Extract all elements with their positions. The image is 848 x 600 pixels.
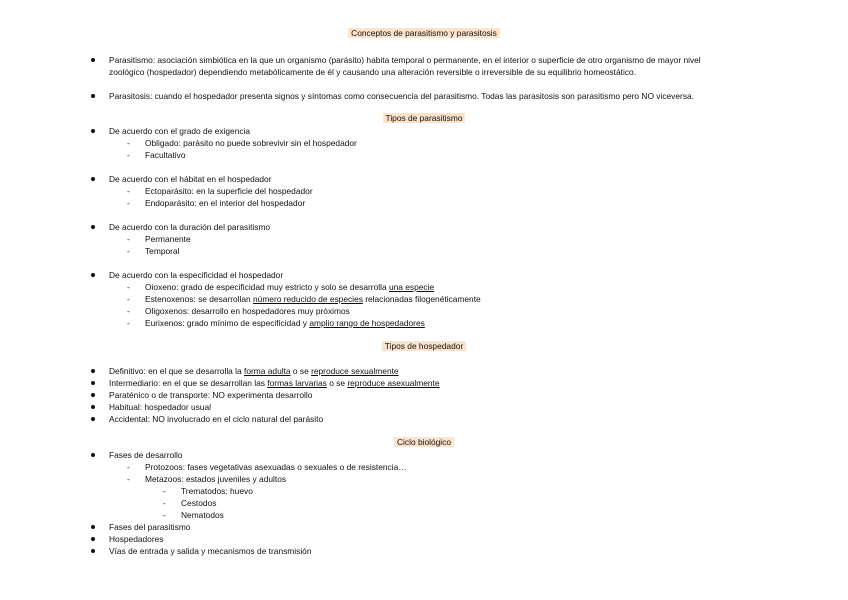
especificidad-label: De acuerdo con la especificidad el hospedador: [109, 270, 284, 280]
dash: -: [127, 234, 130, 244]
dash: -: [163, 486, 166, 496]
dash: -: [127, 474, 130, 484]
dash: -: [127, 462, 130, 472]
bullet: [91, 381, 95, 385]
fases-desarrollo: Fases de desarrollo: [109, 450, 183, 460]
exigencia-label: De acuerdo con el grado de exigencia: [109, 126, 251, 136]
especificidad-oioxeno: Oioxeno: grado de especificidad muy estricto y solo se desarrolla una especie: [145, 282, 435, 292]
dash: -: [127, 282, 130, 292]
bullet: [91, 58, 95, 62]
bullet: [91, 393, 95, 397]
bullet: [91, 177, 95, 181]
metazoos: Metazoos: estados juveniles y adultos: [145, 474, 287, 484]
metazoos-item: Nematodos: [181, 510, 224, 520]
dash: -: [127, 294, 130, 304]
duracion-item: Temporal: [145, 246, 180, 256]
fases-parasitismo: Fases del parasitismo: [109, 522, 191, 532]
bullet: [91, 525, 95, 529]
duracion-label: De acuerdo con la duración del parasitismo: [109, 222, 271, 232]
heading-tipos-hospedador: Tipos de hospedador: [0, 341, 848, 352]
parasitosis-definition: Parasitosis: cuando el hospedador presenta signos y síntomas como consecuencia del parasitismo. Todas las parasitosis son parasitismo pero NO viceversa.: [109, 91, 694, 101]
bullet: [91, 129, 95, 133]
vias-transmision: Vías de entrada y salida y mecanismos de transmisión: [109, 546, 312, 556]
metazoos-item: Trematodos: huevo: [181, 486, 253, 496]
heading-ciclo-biologico: Ciclo biológico: [0, 437, 848, 448]
hospedador-definitivo: Definitivo: en el que se desarrolla la forma adulta o se reproduce sexualmente: [109, 366, 399, 376]
dash: -: [163, 498, 166, 508]
exigencia-item: Facultativo: [145, 150, 186, 160]
bullet: [91, 453, 95, 457]
metazoos-item: Cestodos: [181, 498, 217, 508]
bullet: [91, 405, 95, 409]
especificidad-oligoxenos: Oligoxenos: desarrollo en hospedadores muy próximos: [145, 306, 350, 316]
hospedador-intermediario: Intermediario: en el que se desarrollan las formas larvarias o se reproduce asexualmente: [109, 378, 440, 388]
especificidad-estenoxenos: Estenoxenos: se desarrollan número reducido de especies relacionadas filogenéticamente: [145, 294, 481, 304]
bullet: [91, 225, 95, 229]
habitat-item: Endoparásito: en el interior del hospedador: [145, 198, 306, 208]
hospedador-paratenico: Paraténico o de transporte: NO experimenta desarrollo: [109, 390, 313, 400]
parasitismo-definition-cont: zoológico (hospedador) dependiendo metabólicamente de él y causando una alteración reversible o irreversible de su equilibrio homeostático.: [109, 67, 637, 77]
heading-tipos-parasitismo: Tipos de parasitismo: [0, 113, 848, 124]
bullet: [91, 417, 95, 421]
habitat-item: Ectoparásito: en la superficie del hospedador: [145, 186, 313, 196]
bullet: [91, 549, 95, 553]
hospedadores: Hospedadores: [109, 534, 164, 544]
document-title: Conceptos de parasitismo y parasitosis: [0, 28, 848, 39]
duracion-item: Permanente: [145, 234, 191, 244]
bullet: [91, 369, 95, 373]
hospedador-accidental: Accidental: NO involucrado en el ciclo natural del parásito: [109, 414, 324, 424]
dash: -: [127, 246, 130, 256]
dash: -: [127, 198, 130, 208]
parasitismo-definition: Parasitismo: asociación simbiótica en la que un organismo (parásito) habita temporal o permanente, en el interior o superficie de otro organismo de mayor nivel: [109, 55, 701, 65]
bullet: [91, 94, 95, 98]
especificidad-eurixenos: Eurixenos: grado mínimo de especificidad y amplio rango de hospedadores: [145, 318, 425, 328]
dash: -: [163, 510, 166, 520]
habitat-label: De acuerdo con el hábitat en el hospedador: [109, 174, 272, 184]
bullet: [91, 273, 95, 277]
hospedador-habitual: Habitual: hospedador usual: [109, 402, 211, 412]
protozoos: Protozoos: fases vegetativas asexuadas o sexuales o de resistencia…: [145, 462, 407, 472]
exigencia-item: Obligado: parásito no puede sobrevivir sin el hospedador: [145, 138, 357, 148]
dash: -: [127, 306, 130, 316]
dash: -: [127, 138, 130, 148]
dash: -: [127, 318, 130, 328]
dash: -: [127, 150, 130, 160]
bullet: [91, 537, 95, 541]
dash: -: [127, 186, 130, 196]
